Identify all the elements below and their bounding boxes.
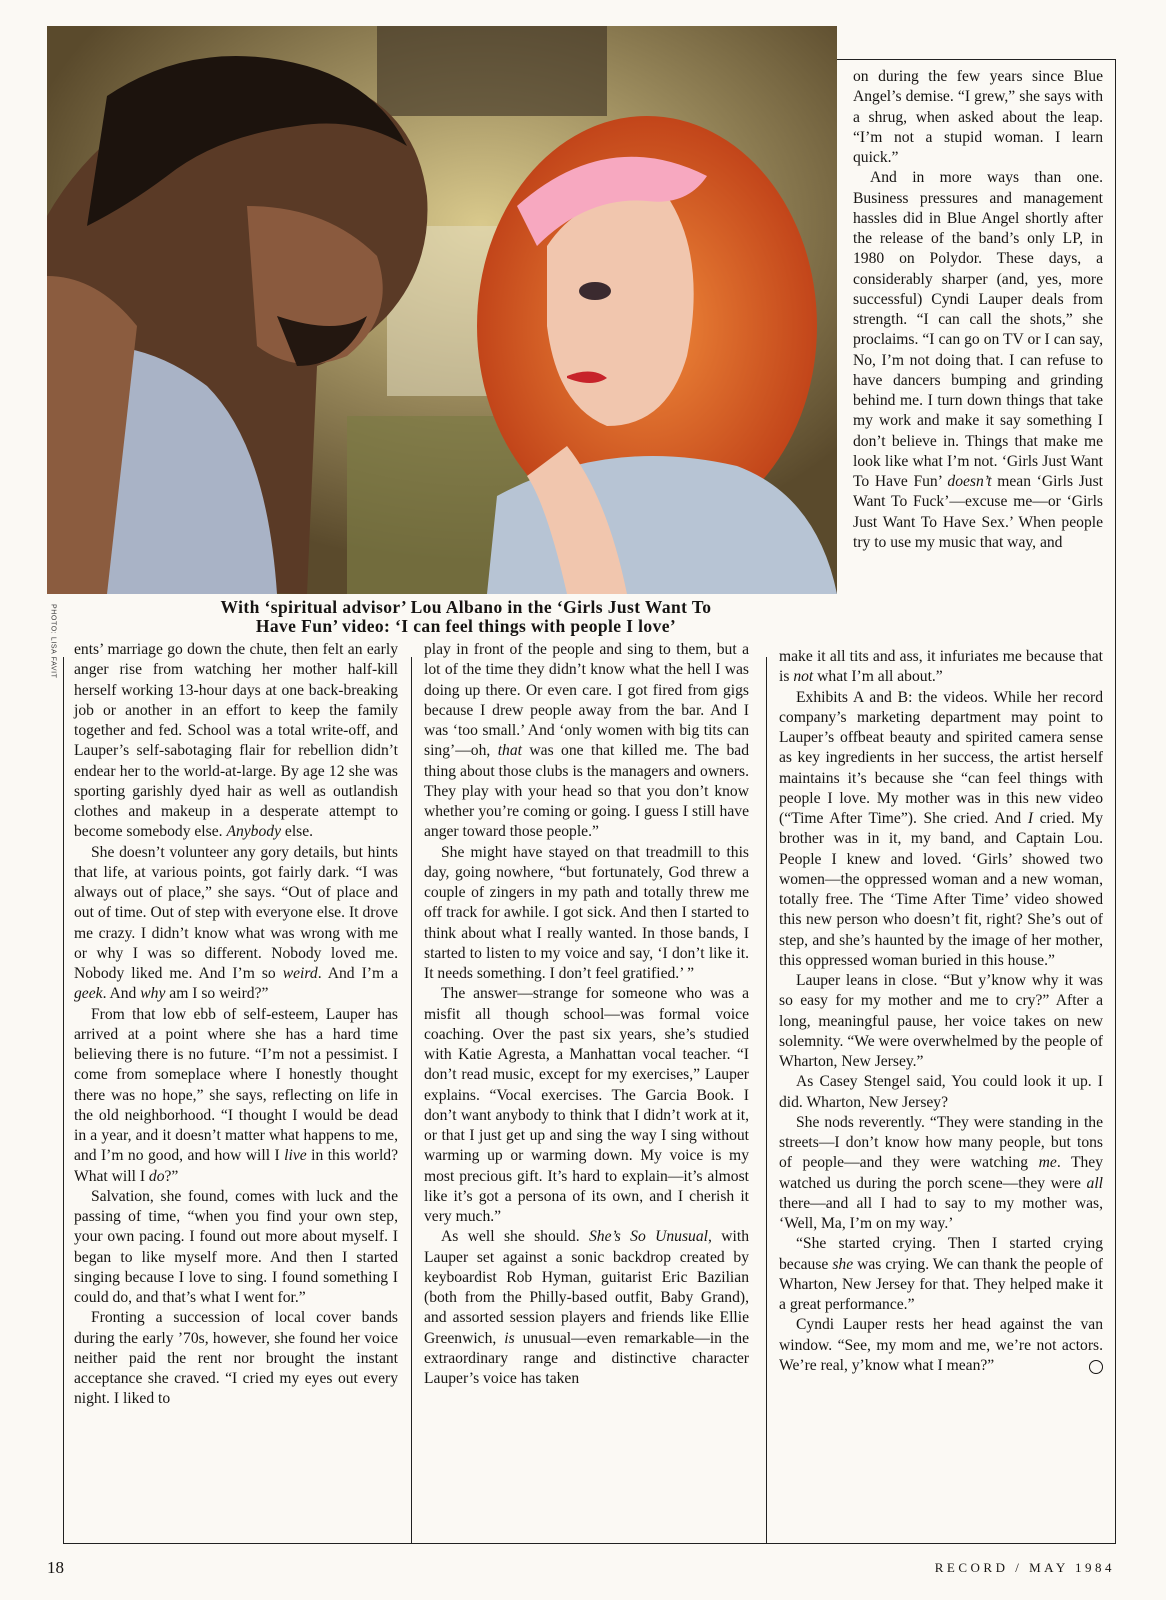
end-mark-icon <box>1089 1360 1103 1374</box>
paragraph: ents’ marriage go down the chute, then felt an early anger rise from watching her mother half-kill herself working 13-hour days at one back-breaking job or another in an effort to keep the family together and fed. School was a total write-off, and Lauper’s self-sabotaging flair for rebellion didn’t endear her to the world-at-large. By age 12 she was sporting garishly dyed hair as well as outlandish clothes and makeup in a desperate attempt to become somebody else. Anybody else. <box>74 641 398 841</box>
photo-caption <box>110 598 822 636</box>
article-photo <box>47 26 837 594</box>
paragraph: Fronting a succession of local cover bands during the early ’70s, however, she found her voice neither paid the rent nor brought the instant acceptance she craved. “I cried my eyes out every night. I liked to <box>74 1309 398 1408</box>
column-rule-2 <box>766 657 767 1543</box>
paragraph: The answer—strange for someone who was a misfit all though school—was formal voice coaching. Over the past six years, she’s studied with Katie Agresta, a Manhattan vocal teacher. “I don’t read music, except for my exercises,” Lauper explains. “Vocal exercises. The Garcia Book. I don’t want anybody to think that I didn’t work at it, or that I just get up and sing the way I sing without warming up or warming down. My voice is my most precious gift. It’s hard to explain—it’s almost like it’s got a persona of its own, and I cherish it very much.” <box>424 985 749 1225</box>
article-column-1 <box>74 640 398 1410</box>
frame-rule-left <box>63 657 64 1544</box>
paragraph: “She started crying. Then I started crying because she was crying. We can thank the people of Wharton, New Jersey for that. They helped make it a great performance.” <box>779 1235 1103 1313</box>
article-column-3-top <box>853 67 1103 553</box>
frame-rule-top <box>837 59 1115 60</box>
paragraph: on during the few years since Blue Angel’s demise. “I grew,” she says with a shrug, when asked about the leap. “I’m not a stupid woman. I learn quick.” <box>853 68 1103 166</box>
paragraph: And in more ways than one. Business pressures and management hassles did in Blue Angel shortly after the release of the band’s only LP, in 1980 on Polydor. These days, a considerably sharper (and, yes, more successful) Cyndi Lauper deals from strength. “I can call the shots,” she proclaims. “I can go on TV or I can say, No, I’m not doing that. I can refuse to have dancers bumping and grinding behind me. I turn down things that take my work and make it say something I don’t believe in. Things that make me look like what I’m not. ‘Girls Just Want To Have Fun’ doesn’t mean ‘Girls Just Want To Fuck’—excuse me—or ‘Girls Just Want To Have Sex.’ When people try to use my music that way, and <box>853 169 1103 551</box>
frame-rule-right <box>1115 59 1116 1543</box>
frame-rule-bottom <box>63 1543 1116 1544</box>
article-column-3 <box>779 647 1103 1376</box>
paragraph: As Casey Stengel said, You could look it up. I did. Wharton, New Jersey? <box>779 1073 1103 1111</box>
paragraph: make it all tits and ass, it infuriates me because that is not what I’m all about.” <box>779 648 1103 686</box>
caption-line-2: Have Fun’ video: ‘I can feel things with people I love’ <box>255 616 677 636</box>
article-column-2 <box>424 640 749 1389</box>
paragraph: Salvation, she found, comes with luck and the passing of time, “when you find your own step, your own pacing. I found out more about myself. I began to like myself more. And then I started singing because I love to sing. I found something I could do, and that’s what I went for.” <box>74 1187 398 1306</box>
photo-credit-text: PHOTO: LISA FAVIT <box>49 604 57 679</box>
paragraph: As well she should. She’s So Unusual, with Lauper set against a sonic backdrop created by keyboardist Rob Hyman, guitarist Eric Bazilian (both from the Philly-based outfit, Baby Grand), and assorted session players and friends like Ellie Greenwich, is unusual—even remarkable—in the extraordinary range and distinctive character Lauper’s voice has taken <box>424 1228 749 1387</box>
paragraph: Lauper leans in close. “But y’know why it was so easy for my mother and me to cry?” After a long, meaningful pause, her voice takes on new solemnity. “We were overwhelmed by the people of Wharton, New Jersey.” <box>779 972 1103 1070</box>
paragraph: She might have stayed on that treadmill to this day, going nowhere, “but fortunately, God threw a couple of zingers in my path and totally threw me off track for awhile. I got sick. And then I started to think about what I really wanted. In those bands, I started to listen to my voice and say, ‘I don’t like it. It needs something. I don’t feel gratified.’ ” <box>424 843 749 982</box>
photo-illustration <box>47 26 837 594</box>
column-rule-1 <box>411 657 412 1543</box>
paragraph: She doesn’t volunteer any gory details, but hints that life, at various points, got fairly dark. “I was always out of place,” she says. “Out of place and out of time. Out of step with everyone else. It drove me crazy. I didn’t know what was wrong with me or why I was so different. Nobody loved me. Nobody liked me. And I’m so weird. And I’m a geek. And why am I so weird?” <box>74 843 399 1003</box>
publication-footer: RECORD / MAY 1984 <box>934 1560 1115 1575</box>
page-number: 18 <box>47 1558 64 1577</box>
caption-line-1: With ‘spiritual advisor’ Lou Albano in the ‘Girls Just Want To <box>220 597 712 617</box>
paragraph: Exhibits A and B: the videos. While her record company’s marketing department may point to Lauper’s offbeat beauty and spirited camera sense as key ingredients in her success, the artist herself maintains it’s because she “can feel things with people I love. My mother was in this new video (“Time After Time”). She cried. And I cried. My brother was in it, my band, and Captain Lou. People I knew and loved. ‘Girls’ showed two women—the oppressed woman and a new woman, totally free. The ‘Time After Time’ video showed this new person who doesn’t fit, right? She’s out of step, and she’s haunted by the image of her mother, this oppressed woman buried in this house.” <box>779 688 1103 969</box>
paragraph: Cyndi Lauper rests her head against the van window. “See, my mom and me, we’re not actors. We’re real, y’know what I mean?” <box>779 1316 1103 1374</box>
paragraph: She nods reverently. “They were standing in the streets—I don’t know how many people, but tons of people—and they were watching me. They watched us during the porch scene—they were all there—and all I had to say to my mother was, ‘Well, Ma, I’m on my way.’ <box>779 1113 1103 1232</box>
photo-credit <box>43 604 63 696</box>
paragraph: play in front of the people and sing to them, but a lot of the time they didn’t know what the hell I was doing up there. Or even care. I got fired from gigs because I drew people away from the bar. And I was ‘too small.’ And ‘only women with big tits can sing’—oh, that was one that killed me. The bad thing about those clubs is the managers and owners. They play with your head so that you don’t know whether you’re coming or going. I guess I still have anger toward those people.” <box>424 641 749 841</box>
paragraph: From that low ebb of self-esteem, Lauper has arrived at a point where she has a hard time believing there is no future. “I’m not a pessimist. I come from someplace where I honestly thought there was no hope,” she says, reflecting on life in the old neighborhood. “I thought I would be dead in a year, and it doesn’t matter what happens to me, and I’m no good, and how will I live in this world? What will I do?” <box>74 1005 398 1185</box>
